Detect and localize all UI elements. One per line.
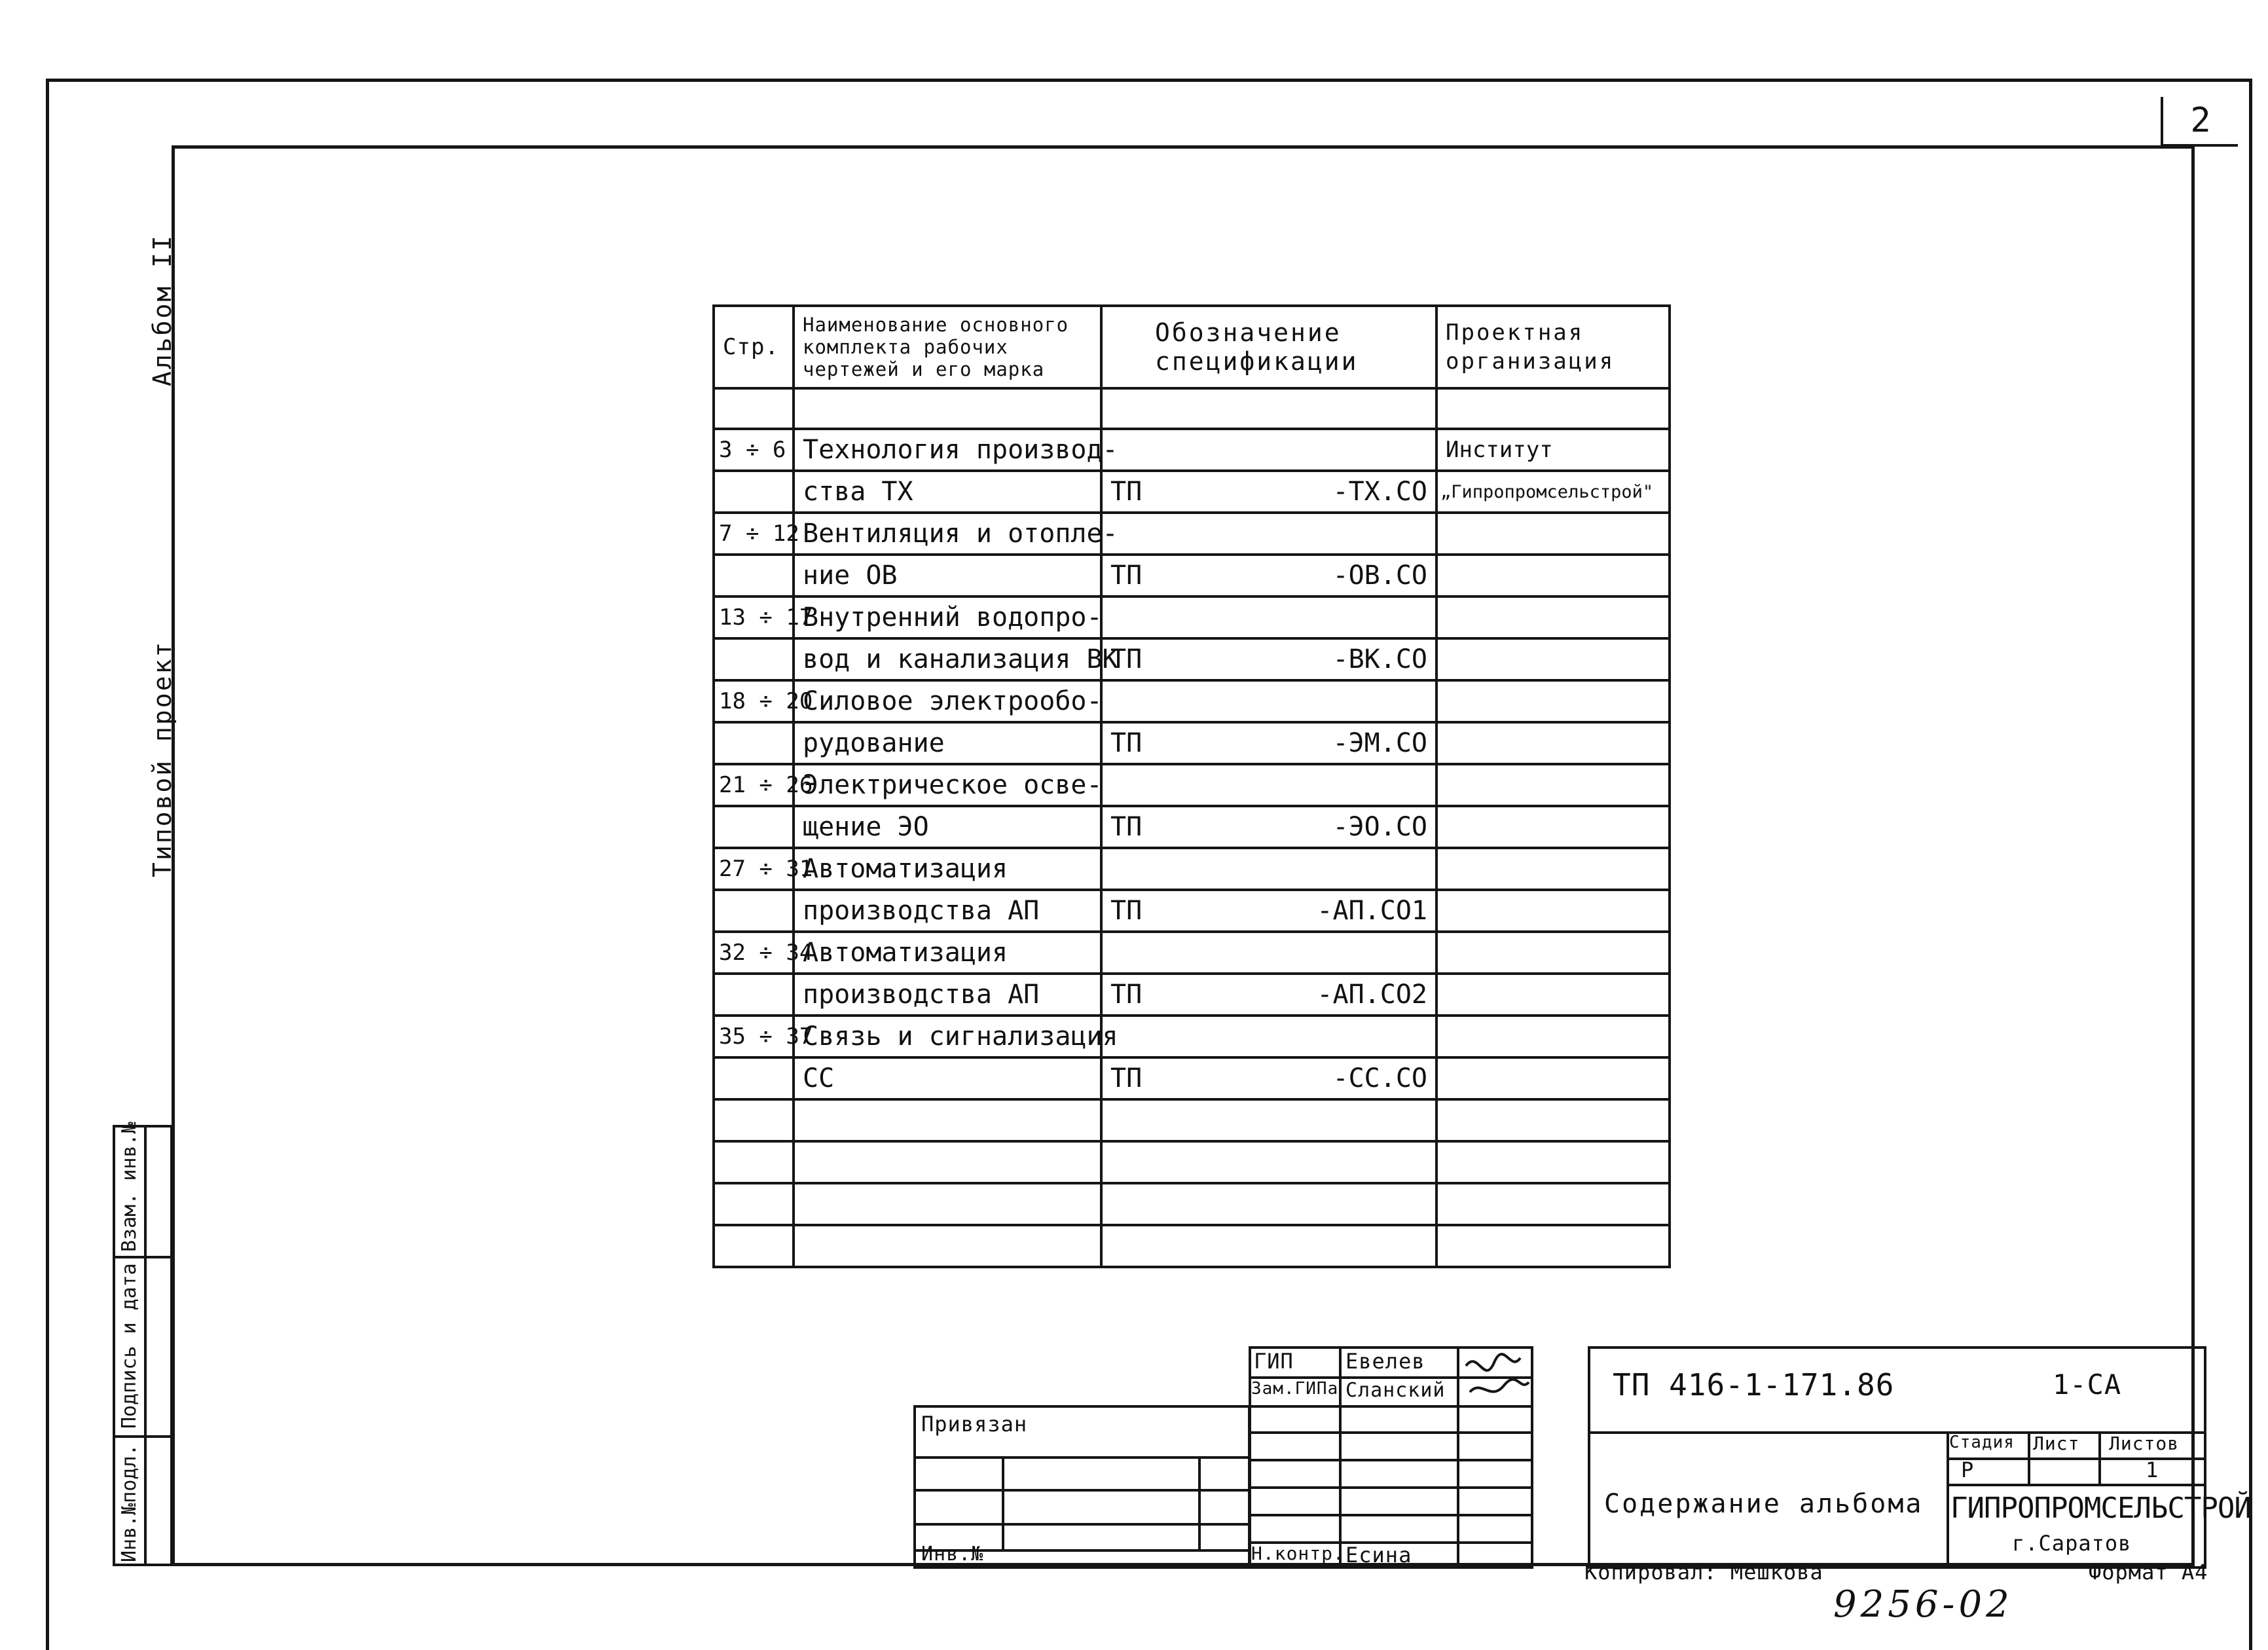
row-organization: Институт	[1436, 429, 1670, 471]
row-page	[714, 1141, 794, 1183]
row-organization	[1436, 890, 1670, 932]
row-organization	[1436, 932, 1670, 974]
row-designation	[1101, 932, 1436, 974]
row-name	[794, 1141, 1101, 1183]
row-organization: „Гипропромсельстрой"	[1436, 471, 1670, 513]
row-name: Электрическое осве-	[794, 764, 1101, 806]
designation-prefix: ТП	[1110, 1063, 1143, 1093]
row-name: Внутренний водопро-	[794, 596, 1101, 638]
row-organization	[1436, 848, 1670, 890]
row-designation	[1101, 1057, 1436, 1099]
row-organization	[1436, 555, 1670, 596]
deputy-name: Сланский	[1345, 1379, 1446, 1402]
row-designation	[1101, 890, 1436, 932]
row-name	[794, 388, 1101, 429]
designation-code: -СС.СО	[1332, 1063, 1427, 1093]
table-row	[714, 388, 1670, 429]
designation-prefix: ТП	[1110, 896, 1143, 926]
row-designation	[1101, 806, 1436, 848]
table-row	[714, 722, 1670, 764]
row-page: 27 ÷ 31	[714, 848, 794, 890]
row-name: Силовое электрообо-	[794, 680, 1101, 722]
signature-gip	[1458, 1346, 1537, 1405]
project-number: ТП 416-1-171.86	[1613, 1367, 1895, 1402]
row-name: Технология производ-	[794, 429, 1101, 471]
row-organization	[1436, 596, 1670, 638]
row-designation	[1101, 848, 1436, 890]
row-organization	[1436, 1141, 1670, 1183]
row-name: ние ОВ	[794, 555, 1101, 596]
row-organization	[1436, 722, 1670, 764]
album-contents-table	[712, 304, 1671, 1268]
organization-name: ГИПРОПРОМСЕЛЬСТРОЙ	[1950, 1492, 2251, 1525]
row-page: 21 ÷ 26	[714, 764, 794, 806]
row-name: щение ЭО	[794, 806, 1101, 848]
row-organization	[1436, 1225, 1670, 1267]
sheet-number: 2	[2161, 97, 2238, 147]
table-row	[714, 1183, 1670, 1225]
row-designation	[1101, 1141, 1436, 1183]
row-organization	[1436, 388, 1670, 429]
designation-prefix: ТП	[1110, 980, 1143, 1010]
city: г.Саратов	[2012, 1531, 2132, 1556]
table-row	[714, 513, 1670, 555]
table-row	[714, 1225, 1670, 1267]
designation-code: -ЭО.СО	[1332, 812, 1427, 842]
row-organization	[1436, 974, 1670, 1016]
row-designation	[1101, 1225, 1436, 1267]
row-page	[714, 471, 794, 513]
row-page	[714, 555, 794, 596]
row-designation	[1101, 513, 1436, 555]
designation-code: -АП.СО1	[1317, 896, 1427, 926]
designation-code: -ЭМ.СО	[1332, 728, 1427, 758]
row-organization	[1436, 1016, 1670, 1057]
table-row	[714, 471, 1670, 513]
row-page	[714, 1099, 794, 1141]
header-page: Стр.	[714, 306, 794, 388]
table-row	[714, 806, 1670, 848]
row-name: производства АП	[794, 974, 1101, 1016]
inv-orig-label: Инв.№подл.	[118, 1444, 141, 1562]
album-code: 1-СА	[2053, 1368, 2122, 1401]
table-row	[714, 638, 1670, 680]
row-designation	[1101, 764, 1436, 806]
row-page: 18 ÷ 20	[714, 680, 794, 722]
side-stamp	[113, 1122, 173, 1566]
norm-control-name: Есина	[1345, 1543, 1412, 1568]
gip-label: ГИП	[1254, 1349, 1294, 1374]
sheets-label: Листов	[2109, 1433, 2180, 1454]
row-organization	[1436, 638, 1670, 680]
row-page: 3 ÷ 6	[714, 429, 794, 471]
inv-no-label: Инв.№	[921, 1543, 984, 1566]
row-organization	[1436, 1099, 1670, 1141]
designation-prefix: ТП	[1110, 728, 1143, 758]
document-title: Содержание альбома	[1604, 1489, 1924, 1519]
archive-number: 9256-02	[1833, 1583, 2013, 1626]
row-organization	[1436, 1057, 1670, 1099]
replace-inv-label: Взам. инв.№	[118, 1122, 141, 1252]
row-designation	[1101, 596, 1436, 638]
row-name: Автоматизация	[794, 848, 1101, 890]
row-name: вод и канализация ВК	[794, 638, 1101, 680]
row-page	[714, 722, 794, 764]
row-page: 32 ÷ 34	[714, 932, 794, 974]
norm-control-label: Н.контр.	[1251, 1543, 1345, 1564]
table-row	[714, 1141, 1670, 1183]
designation-code: -ТХ.СО	[1332, 477, 1427, 507]
album-label: Альбом II	[148, 234, 177, 386]
row-page	[714, 974, 794, 1016]
row-name: ства ТХ	[794, 471, 1101, 513]
sheets-value: 1	[2146, 1458, 2159, 1482]
header-name: Наименование основного комплекта рабочих чертежей и его марка	[794, 306, 1101, 388]
title-block	[913, 1346, 2251, 1569]
row-page: 7 ÷ 12	[714, 513, 794, 555]
row-designation	[1101, 680, 1436, 722]
sheet-label: Лист	[2033, 1433, 2080, 1454]
row-page	[714, 890, 794, 932]
designation-prefix: ТП	[1110, 560, 1143, 591]
designation-code: -ВК.СО	[1332, 644, 1427, 674]
row-name: производства АП	[794, 890, 1101, 932]
sign-date-label: Подпись и дата	[118, 1263, 141, 1429]
table-row	[714, 932, 1670, 974]
row-page	[714, 638, 794, 680]
row-page	[714, 806, 794, 848]
row-designation	[1101, 429, 1436, 471]
project-type-label: Типовой проект	[148, 640, 177, 877]
table-row	[714, 1099, 1670, 1141]
row-organization	[1436, 806, 1670, 848]
table-row	[714, 1057, 1670, 1099]
row-page	[714, 1225, 794, 1267]
bound-label: Привязан	[921, 1412, 1028, 1437]
row-name: СС	[794, 1057, 1101, 1099]
table-row	[714, 890, 1670, 932]
row-organization	[1436, 1183, 1670, 1225]
table-row	[714, 596, 1670, 638]
row-designation	[1101, 722, 1436, 764]
row-organization	[1436, 764, 1670, 806]
row-name	[794, 1225, 1101, 1267]
format-label: Формат А4	[2089, 1560, 2208, 1585]
designation-code: -ОВ.СО	[1332, 560, 1427, 591]
row-organization	[1436, 680, 1670, 722]
table-header-row	[714, 306, 1670, 388]
row-designation	[1101, 388, 1436, 429]
row-designation	[1101, 1099, 1436, 1141]
table-row	[714, 429, 1670, 471]
row-name: Связь и сигнализация	[794, 1016, 1101, 1057]
row-name	[794, 1183, 1101, 1225]
header-organization: Проектная организация	[1436, 306, 1670, 388]
header-designation: Обозначение спецификации	[1101, 306, 1436, 388]
row-page: 35 ÷ 37	[714, 1016, 794, 1057]
row-designation	[1101, 1183, 1436, 1225]
copied-by: Копировал: Мешкова	[1584, 1560, 1823, 1585]
row-designation	[1101, 1016, 1436, 1057]
stage-label: Стадия	[1949, 1433, 2015, 1452]
row-designation	[1101, 638, 1436, 680]
row-page	[714, 1183, 794, 1225]
table-row	[714, 680, 1670, 722]
designation-prefix: ТП	[1110, 477, 1143, 507]
row-designation	[1101, 555, 1436, 596]
table-row	[714, 1016, 1670, 1057]
table-row	[714, 555, 1670, 596]
row-designation	[1101, 974, 1436, 1016]
row-name: Автоматизация	[794, 932, 1101, 974]
deputy-label: Зам.ГИПа	[1251, 1379, 1339, 1399]
gip-name: Евелев	[1345, 1349, 1425, 1374]
table-row	[714, 764, 1670, 806]
row-organization	[1436, 513, 1670, 555]
table-row	[714, 974, 1670, 1016]
row-designation	[1101, 471, 1436, 513]
row-page: 13 ÷ 17	[714, 596, 794, 638]
row-name: рудование	[794, 722, 1101, 764]
stage-value: Р	[1961, 1458, 1975, 1482]
row-name	[794, 1099, 1101, 1141]
table-row	[714, 848, 1670, 890]
designation-prefix: ТП	[1110, 812, 1143, 842]
row-page	[714, 1057, 794, 1099]
designation-prefix: ТП	[1110, 644, 1143, 674]
designation-code: -АП.СО2	[1317, 980, 1427, 1010]
row-name: Вентиляция и отопле-	[794, 513, 1101, 555]
row-page	[714, 388, 794, 429]
